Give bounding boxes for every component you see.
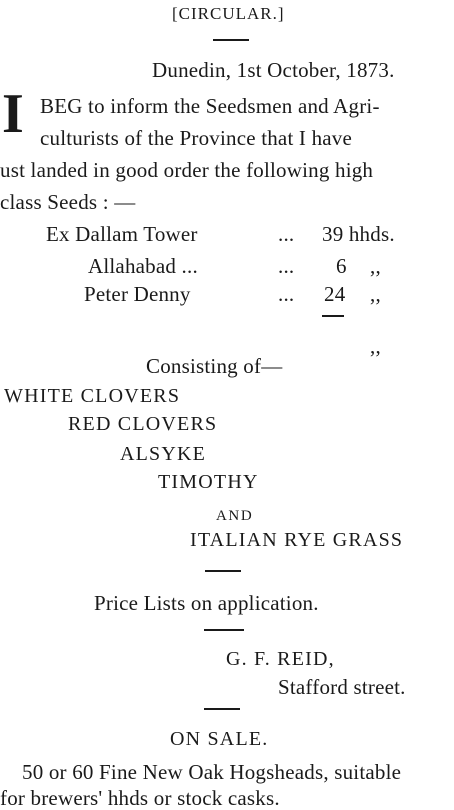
shipment-quantity: 24 bbox=[324, 282, 346, 306]
divider-rule bbox=[205, 570, 241, 572]
ditto-mark: ,, bbox=[370, 282, 381, 306]
total-rule bbox=[322, 315, 344, 317]
divider-rule bbox=[213, 39, 249, 41]
intro-line-4: class Seeds : — bbox=[0, 190, 136, 214]
on-sale-heading: ON SALE. bbox=[170, 728, 269, 750]
price-lists-note: Price Lists on application. bbox=[94, 591, 319, 615]
consisting-heading: Consisting of— bbox=[146, 354, 283, 378]
shipment-ship: Peter Denny bbox=[84, 282, 191, 306]
on-sale-line-1: 50 or 60 Fine New Oak Hogsheads, suitable bbox=[22, 760, 402, 784]
intro-line-2: culturists of the Province that I have bbox=[40, 126, 353, 150]
shipment-quantity: 39 hhds. bbox=[322, 222, 395, 246]
seed-item: TIMOTHY bbox=[158, 471, 259, 493]
shipment-dots: ... bbox=[278, 222, 295, 246]
shipment-ship: Allahabad ... bbox=[88, 254, 198, 278]
divider-rule bbox=[204, 708, 240, 710]
seed-item: ALSYKE bbox=[120, 443, 207, 465]
shipment-quantity: 6 bbox=[336, 254, 347, 278]
shipment-ship: Ex Dallam Tower bbox=[46, 222, 198, 246]
seed-item: WHITE CLOVERS bbox=[4, 385, 181, 407]
ditto-mark: ,, bbox=[370, 254, 381, 278]
intro-line-3: ust landed in good order the following high bbox=[0, 158, 374, 182]
conjunction: AND bbox=[216, 508, 254, 524]
signature-name: G. F. REID, bbox=[226, 648, 335, 670]
dateline: Dunedin, 1st October, 1873. bbox=[152, 58, 395, 82]
signature-address: Stafford street. bbox=[278, 675, 406, 699]
divider-rule bbox=[204, 629, 244, 631]
ditto-mark: ,, bbox=[370, 334, 381, 358]
seed-item: RED CLOVERS bbox=[68, 413, 218, 435]
on-sale-line-2: for brewers' hhds or stock casks. bbox=[0, 786, 280, 810]
shipment-dots: ... bbox=[278, 254, 295, 278]
shipment-dots: ... bbox=[278, 282, 295, 306]
drop-cap: I bbox=[2, 83, 24, 145]
circular-label: [CIRCULAR.] bbox=[172, 4, 285, 23]
seed-item: ITALIAN RYE GRASS bbox=[190, 529, 404, 551]
intro-line-1: BEG to inform the Seedsmen and Agri- bbox=[40, 94, 380, 118]
